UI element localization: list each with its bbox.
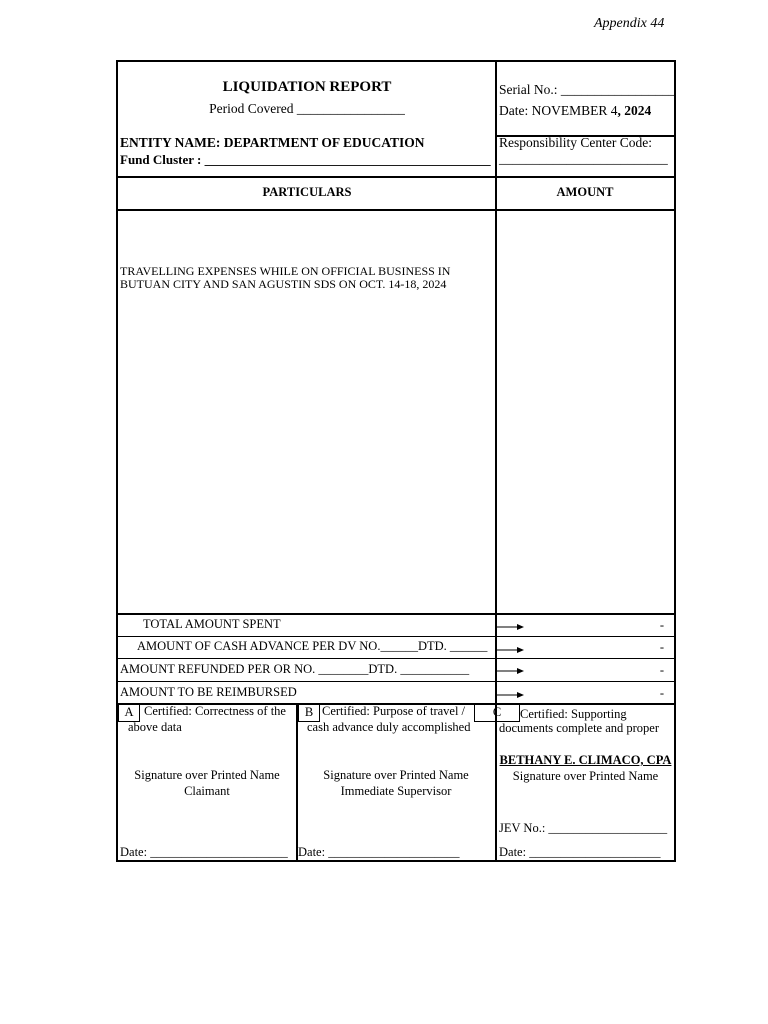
cert-a-role: Claimant bbox=[184, 784, 230, 798]
amount-header: AMOUNT bbox=[556, 185, 614, 199]
cert-a-statement-line1: Certified: Correctness of the bbox=[144, 704, 286, 718]
cert-c-signatory-name: BETHANY E. CLIMACO, CPA bbox=[499, 753, 672, 767]
cert-a-signature-caption: Signature over Printed Name bbox=[134, 768, 280, 782]
summary-row-divider bbox=[118, 636, 674, 637]
summary-value-refunded: - bbox=[659, 663, 664, 677]
serial-no: Serial No.: _________________ bbox=[499, 82, 676, 97]
arrow-right-icon bbox=[497, 690, 525, 700]
report-date bbox=[499, 103, 651, 119]
arrow-right-icon bbox=[497, 666, 525, 676]
column-header-border bbox=[118, 209, 674, 211]
summary-row-divider bbox=[118, 658, 674, 659]
cert-c-jev-no: JEV No.: ___________________ bbox=[499, 821, 668, 835]
date-text: Date: NOVEMBER 4 bbox=[499, 103, 618, 118]
responsibility-center-blank: _________________________ bbox=[499, 151, 668, 166]
particulars-line: BUTUAN CITY AND SAN AGUSTIN SDS ON OCT. 14-18, 2024 bbox=[120, 277, 447, 291]
cert-c-statement-line1: Certified: Supporting bbox=[520, 707, 627, 721]
period-covered: Period Covered ________________ bbox=[209, 101, 405, 116]
cert-b-role: Immediate Supervisor bbox=[340, 784, 452, 798]
particulars-line: TRAVELLING EXPENSES WHILE ON OFFICIAL BUSINESS IN bbox=[120, 264, 451, 278]
header-bottom-border bbox=[118, 176, 674, 178]
entity-name: ENTITY NAME: DEPARTMENT OF EDUCATION bbox=[120, 135, 425, 150]
summary-value-reimbursed: - bbox=[659, 686, 664, 700]
summary-value-cash-advance: - bbox=[659, 640, 664, 654]
summary-row-divider bbox=[118, 681, 674, 682]
particulars-header: PARTICULARS bbox=[262, 185, 352, 199]
particulars-description bbox=[120, 265, 450, 291]
arrow-right-icon bbox=[497, 645, 525, 655]
liquidation-report-form bbox=[116, 60, 676, 862]
fund-cluster: Fund Cluster : ____________________________________________ bbox=[120, 152, 491, 167]
cert-c-signature-caption: Signature over Printed Name bbox=[512, 769, 659, 783]
cert-b-statement-line2: cash advance duly accomplished bbox=[307, 720, 471, 734]
cert-a-letter-box: A bbox=[118, 704, 140, 722]
arrow-right-icon bbox=[497, 622, 525, 632]
summary-top-border bbox=[118, 613, 674, 615]
cert-b-date: Date: _____________________ bbox=[298, 845, 460, 859]
cert-b-statement-line1: Certified: Purpose of travel / bbox=[322, 704, 466, 718]
summary-label-reimbursed: AMOUNT TO BE REIMBURSED bbox=[120, 685, 297, 699]
responsibility-center-code: Responsibility Center Code: bbox=[499, 135, 652, 150]
summary-label-refunded: AMOUNT REFUNDED PER OR NO. ________DTD. ___________ bbox=[120, 662, 470, 676]
summary-label-total-spent: TOTAL AMOUNT SPENT bbox=[143, 617, 281, 631]
cert-a-statement-line2: above data bbox=[128, 720, 182, 734]
report-title: LIQUIDATION REPORT bbox=[222, 79, 392, 95]
date-year: , 2024 bbox=[617, 103, 652, 118]
summary-value-total-spent: - bbox=[659, 618, 664, 632]
column-divider bbox=[495, 62, 497, 798]
summary-label-cash-advance: AMOUNT OF CASH ADVANCE PER DV NO.______DTD. ______ bbox=[137, 639, 488, 653]
cert-b-signature-caption: Signature over Printed Name bbox=[323, 768, 469, 782]
cert-c-letter-box: C bbox=[474, 704, 520, 722]
appendix-label: Appendix 44 bbox=[594, 16, 665, 31]
cert-c-date: Date: _____________________ bbox=[499, 845, 661, 859]
cert-c-statement-line2: documents complete and proper bbox=[499, 721, 660, 735]
cert-a-date: Date: ______________________ bbox=[120, 845, 288, 859]
cert-b-letter-box: B bbox=[298, 704, 320, 722]
